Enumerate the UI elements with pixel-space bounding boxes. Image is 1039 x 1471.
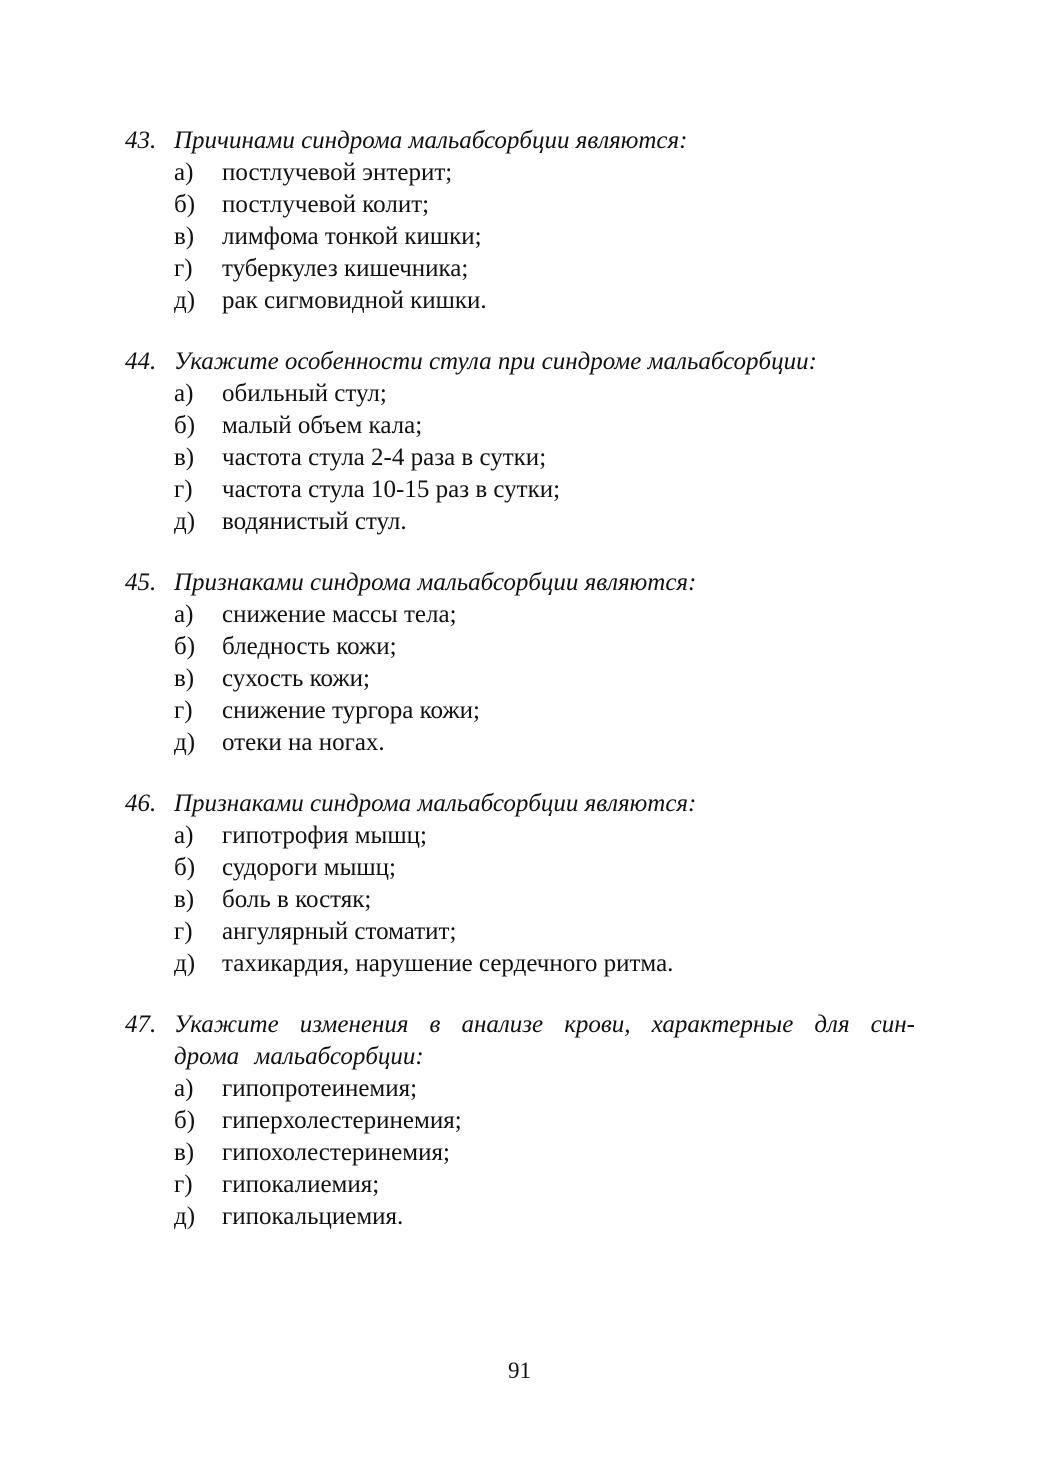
option-letter: д) bbox=[174, 1203, 196, 1230]
answer-option bbox=[174, 1073, 915, 1105]
option-letter: г) bbox=[174, 918, 193, 945]
answer-option bbox=[174, 663, 915, 695]
option-letter: в) bbox=[174, 1139, 195, 1166]
answer-options bbox=[125, 1073, 915, 1233]
option-text: малый объем кала; bbox=[222, 412, 423, 439]
answer-option bbox=[174, 1201, 915, 1233]
answer-option bbox=[174, 916, 915, 948]
option-letter: а) bbox=[174, 380, 194, 407]
option-letter: б) bbox=[174, 854, 196, 881]
answer-option bbox=[174, 253, 915, 285]
option-text: тахикардия, нарушение сердечного ритма. bbox=[222, 950, 674, 977]
question-text: Укажите изменения в анализе крови, характерные для син-дрома мальабсорбции: bbox=[174, 1011, 915, 1070]
answer-option bbox=[174, 599, 915, 631]
option-text: гипохолестеринемия; bbox=[222, 1139, 450, 1166]
question-number: 45. bbox=[125, 569, 157, 596]
option-letter: д) bbox=[174, 729, 196, 756]
option-text: постлучевой колит; bbox=[222, 191, 430, 218]
question-number: 44. bbox=[125, 348, 157, 375]
option-text: снижение тургора кожи; bbox=[222, 697, 480, 724]
option-text: судороги мышц; bbox=[222, 854, 396, 881]
answer-options bbox=[125, 378, 915, 538]
option-text: водянистый стул. bbox=[222, 508, 407, 535]
option-text: отеки на ногах. bbox=[222, 729, 385, 756]
answer-option bbox=[174, 852, 915, 884]
answer-option bbox=[174, 1137, 915, 1169]
question-45 bbox=[125, 567, 915, 759]
question-heading bbox=[125, 125, 915, 157]
answer-option bbox=[174, 378, 915, 410]
questions-list bbox=[125, 125, 915, 1262]
option-letter: в) bbox=[174, 444, 195, 471]
option-letter: б) bbox=[174, 412, 196, 439]
option-text: постлучевой энтерит; bbox=[222, 159, 453, 186]
option-letter: а) bbox=[174, 159, 194, 186]
answer-option bbox=[174, 442, 915, 474]
option-letter: г) bbox=[174, 1171, 193, 1198]
option-letter: б) bbox=[174, 1107, 196, 1134]
question-number: 43. bbox=[125, 127, 157, 154]
answer-option bbox=[174, 727, 915, 759]
question-number: 46. bbox=[125, 790, 157, 817]
option-text: частота стула 10-15 раз в сутки; bbox=[222, 476, 561, 503]
question-heading bbox=[125, 1009, 915, 1073]
option-text: боль в костяк; bbox=[222, 886, 372, 913]
option-letter: г) bbox=[174, 697, 193, 724]
question-number: 47. bbox=[125, 1011, 157, 1038]
question-text: Причинами синдрома мальабсорбции являются: bbox=[174, 127, 688, 154]
question-43 bbox=[125, 125, 915, 317]
answer-options bbox=[125, 820, 915, 980]
option-text: гиперхолестеринемия; bbox=[222, 1107, 462, 1134]
question-text: Укажите особенности стула при синдроме мальабсорбции: bbox=[174, 348, 817, 375]
option-text: лимфома тонкой кишки; bbox=[222, 223, 482, 250]
question-44 bbox=[125, 346, 915, 538]
option-letter: д) bbox=[174, 508, 196, 535]
option-text: гипотрофия мышц; bbox=[222, 822, 427, 849]
answer-option bbox=[174, 948, 915, 980]
question-47 bbox=[125, 1009, 915, 1233]
option-letter: в) bbox=[174, 223, 195, 250]
option-text: сухость кожи; bbox=[222, 665, 370, 692]
answer-option bbox=[174, 1169, 915, 1201]
question-text: Признаками синдрома мальабсорбции являются: bbox=[174, 790, 697, 817]
option-letter: в) bbox=[174, 665, 195, 692]
option-text: туберкулез кишечника; bbox=[222, 255, 469, 282]
answer-option bbox=[174, 221, 915, 253]
option-letter: д) bbox=[174, 950, 196, 977]
answer-option bbox=[174, 474, 915, 506]
option-letter: б) bbox=[174, 633, 196, 660]
option-letter: а) bbox=[174, 601, 194, 628]
question-heading bbox=[125, 346, 915, 378]
page-number: 91 bbox=[508, 1358, 531, 1383]
question-heading bbox=[125, 788, 915, 820]
answer-option bbox=[174, 506, 915, 538]
answer-options bbox=[125, 157, 915, 317]
answer-option bbox=[174, 189, 915, 221]
answer-option bbox=[174, 631, 915, 663]
answer-option bbox=[174, 410, 915, 442]
option-text: гипокалиемия; bbox=[222, 1171, 380, 1198]
answer-option bbox=[174, 157, 915, 189]
option-letter: б) bbox=[174, 191, 196, 218]
answer-options bbox=[125, 599, 915, 759]
option-text: бледность кожи; bbox=[222, 633, 397, 660]
option-text: обильный стул; bbox=[222, 380, 387, 407]
option-letter: а) bbox=[174, 822, 194, 849]
option-letter: г) bbox=[174, 255, 193, 282]
option-text: снижение массы тела; bbox=[222, 601, 457, 628]
answer-option bbox=[174, 285, 915, 317]
question-46 bbox=[125, 788, 915, 980]
answer-option bbox=[174, 884, 915, 916]
option-letter: д) bbox=[174, 287, 196, 314]
option-text: ангулярный стоматит; bbox=[222, 918, 457, 945]
question-text: Признаками синдрома мальабсорбции являются: bbox=[174, 569, 697, 596]
answer-option bbox=[174, 820, 915, 852]
answer-option bbox=[174, 695, 915, 727]
option-letter: в) bbox=[174, 886, 195, 913]
answer-option bbox=[174, 1105, 915, 1137]
question-heading bbox=[125, 567, 915, 599]
option-letter: а) bbox=[174, 1075, 194, 1102]
option-text: гипокальциемия. bbox=[222, 1203, 404, 1230]
option-text: рак сигмовидной кишки. bbox=[222, 287, 487, 314]
option-text: гипопротеинемия; bbox=[222, 1075, 418, 1102]
option-text: частота стула 2-4 раза в сутки; bbox=[222, 444, 547, 471]
option-letter: г) bbox=[174, 476, 193, 503]
